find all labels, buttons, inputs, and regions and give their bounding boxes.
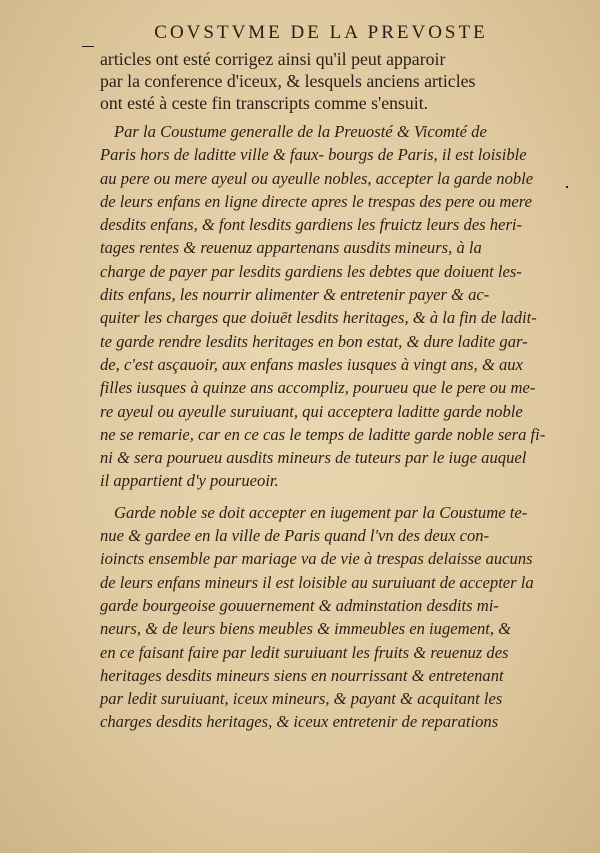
text-line: ne se remarie, car en ce cas le temps de laditte garde noble sera fi- xyxy=(100,424,546,444)
running-head: COVSTVME DE LA PREVOSTE xyxy=(154,22,488,43)
intro-paragraph xyxy=(100,48,542,114)
text-line: garde bourgeoise gouuernement & adminstation desdits mi- xyxy=(100,595,499,615)
text-line: ont esté à ceste fin transcripts comme s'ensuit. xyxy=(100,93,429,113)
text-line: ioincts ensemble par mariage va de vie à trespas delaisse aucuns xyxy=(100,549,533,569)
text-line: de leurs enfans mineurs il est loisible au suruiuant de accepter la xyxy=(100,572,534,592)
text-line: par la conference d'iceux, & lesquels anciens articles xyxy=(100,71,476,91)
text-line: ni & sera pourueu ausdits mineurs de tuteurs par le iuge auquel xyxy=(100,448,527,468)
text-line: heritages desdits mineurs siens en nourrissant & entretenant xyxy=(100,665,504,685)
text-line: de leurs enfans en ligne directe apres le trespas des pere ou mere xyxy=(100,191,532,211)
text-line: en ce faisant faire par ledit suruiuant les fruits & reuenuz des xyxy=(100,642,509,662)
text-line: par ledit suruiuant, iceux mineurs, & payant & acquitant les xyxy=(100,689,503,709)
text-line: dits enfans, les nourrir alimenter & entretenir payer & ac- xyxy=(100,285,490,305)
text-line: Par la Coustume generalle de la Preuosté & Vicomté de xyxy=(114,122,487,141)
paragraph-garde-noble xyxy=(100,120,546,493)
marginal-dash xyxy=(82,46,94,47)
text-line: charge de payer par lesdits gardiens les debtes que doiuent les- xyxy=(100,261,522,281)
paragraph-garde-bourgeoise xyxy=(100,501,542,734)
text-line: re ayeul ou ayeulle suruiuant, qui acceptera laditte garde noble xyxy=(100,401,523,421)
text-line: quiter les charges que doiuēt lesdits heritages, & à la fin de ladit- xyxy=(100,308,537,328)
text-line: au pere ou mere ayeul ou ayeulle nobles, accepter la garde noble xyxy=(100,168,534,188)
text-line: filles iusques à quinze ans accompliz, pourueu que le pere ou me- xyxy=(100,378,536,398)
text-line: charges desdits heritages, & iceux entretenir de reparations xyxy=(100,712,499,732)
paragraph-gap xyxy=(100,493,542,501)
text-line: desdits enfans, & font lesdits gardiens les fruictz leurs des heri- xyxy=(100,215,523,235)
marginal-dot xyxy=(566,186,568,188)
text-line: Paris hors de laditte ville & faux- bourgs de Paris, il est loisible xyxy=(100,145,527,165)
text-line: articles ont esté corrigez ainsi qu'il peut apparoir xyxy=(100,49,446,69)
text-line: neurs, & de leurs biens meubles & immeubles en iugement, & xyxy=(100,619,512,639)
text-line: il appartient d'y pourueoir. xyxy=(100,471,279,491)
text-line: de, c'est asçauoir, aux enfans masles iusques à vingt ans, & aux xyxy=(100,354,523,374)
text-line: te garde rendre lesdits heritages en bon estat, & dure ladite gar- xyxy=(100,331,528,351)
text-line: nue & gardee en la ville de Paris quand l'vn des deux con- xyxy=(100,526,490,546)
text-line: Garde noble se doit accepter en iugement par la Coustume te- xyxy=(114,502,528,522)
text-line: tages rentes & reuenuz appartenans ausdits mineurs, à la xyxy=(100,238,482,258)
